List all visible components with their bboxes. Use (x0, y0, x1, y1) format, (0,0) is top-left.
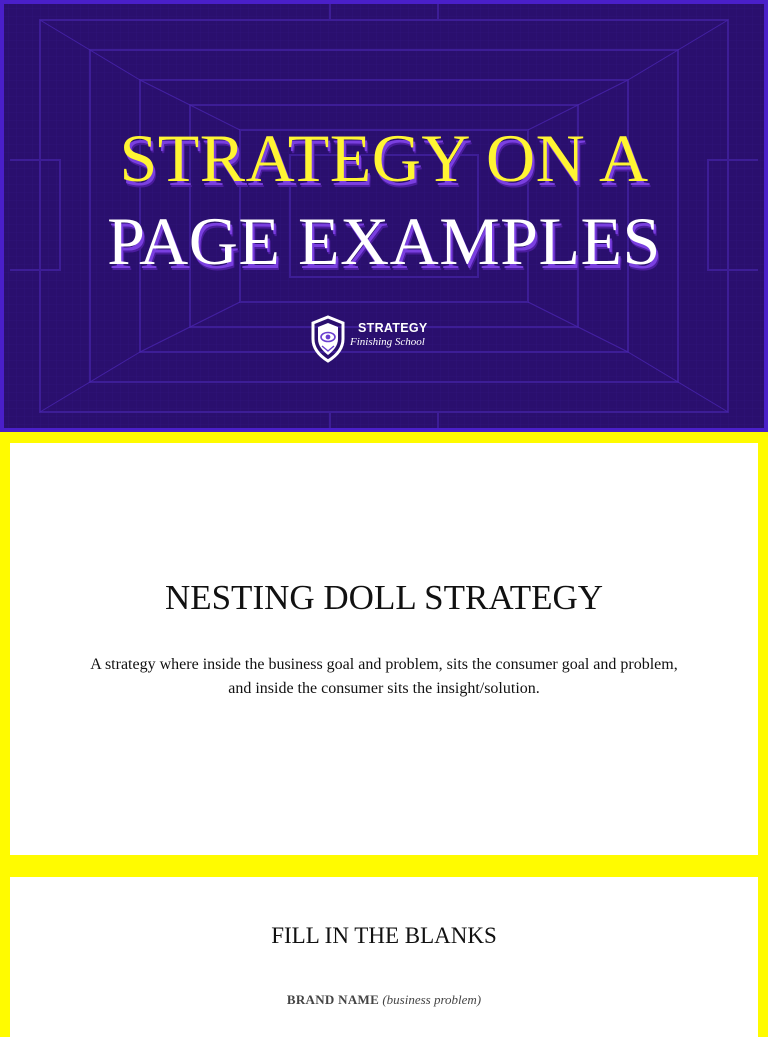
nesting-doll-description: A strategy where inside the business goal and problem, sits the consumer goal and problem, and inside the consumer sits the insight/solution. (90, 656, 678, 697)
fill-in-blanks-slide (10, 877, 758, 1037)
cover-title-line-1: STRATEGY ON A (119, 120, 649, 196)
brand-name-line (10, 992, 758, 1008)
strategy-finishing-school-logo (310, 313, 450, 363)
brand-name-label: BRAND NAME (286, 992, 380, 1007)
business-problem-note: (business problem) (382, 992, 482, 1007)
nesting-doll-heading: NESTING DOLL STRATEGY (164, 578, 604, 617)
shield-eye-icon (310, 315, 346, 363)
cover-slide (0, 0, 768, 432)
fill-in-blanks-heading: FILL IN THE BLANKS (271, 923, 497, 948)
nesting-doll-slide (10, 443, 758, 855)
cover-title-line-2: PAGE EXAMPLES (107, 203, 661, 279)
logo-wordmark: STRATEGY (358, 321, 428, 335)
logo-script-text: Finishing School (350, 336, 425, 348)
